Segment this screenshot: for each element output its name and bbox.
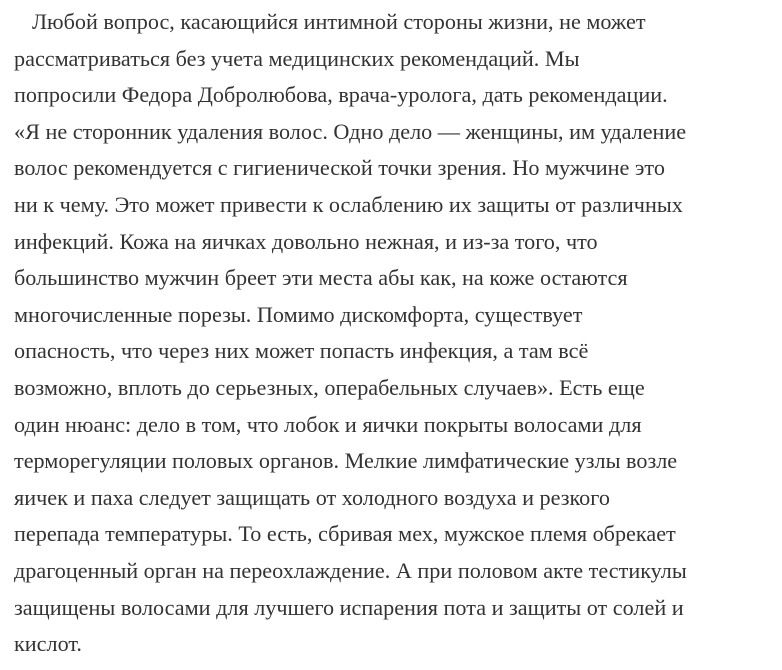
paragraph-line: ни к чему. Это может привести к ослаблению их защиты от различных [14,191,683,217]
paragraph-line: кислот. [14,631,82,657]
paragraph-line: попросили Федора Добролюбова, врача-уролога, дать рекомендации. [14,82,668,108]
paragraph-line: терморегуляции половых органов. Мелкие лимфатические узлы возле [14,448,678,474]
paragraph-line: яичек и паха следует защищать от холодного воздуха и резкого [14,484,610,510]
paragraph-line: драгоценный орган на переохлаждение. А при половом акте тестикулы [14,557,687,583]
paragraph-line: волос рекомендуется с гигиенической точки зрения. Но мужчине это [14,155,665,181]
paragraph-line: рассматриваться без учета медицинских рекомендаций. Мы [14,45,580,71]
paragraph-line: возможно, вплоть до серьезных, операбельных случаев». Есть еще [14,374,645,400]
paragraph-line: один нюанс: дело в том, что лобок и яички покрыты волосами для [14,411,642,437]
paragraph-line: защищены волосами для лучшего испарения пота и защиты от солей и [14,594,684,620]
paragraph-line: «Я не сторонник удаления волос. Одно дело — женщины, им удаление [14,118,687,144]
article-paragraph [14,4,776,663]
paragraph-line: опасность, что через них может попасть инфекция, а там всё [14,338,589,364]
paragraph-line: многочисленные порезы. Помимо дискомфорта, существует [14,301,583,327]
paragraph-line: инфекций. Кожа на яичках довольно нежная, и из-за того, что [14,228,598,254]
paragraph-line: Любой вопрос, касающийся интимной стороны жизни, не может [32,9,646,34]
paragraph-line: большинство мужчин бреет эти места абы как, на коже остаются [14,265,628,291]
paragraph-line: перепада температуры. То есть, сбривая мех, мужское племя обрекает [14,521,676,547]
